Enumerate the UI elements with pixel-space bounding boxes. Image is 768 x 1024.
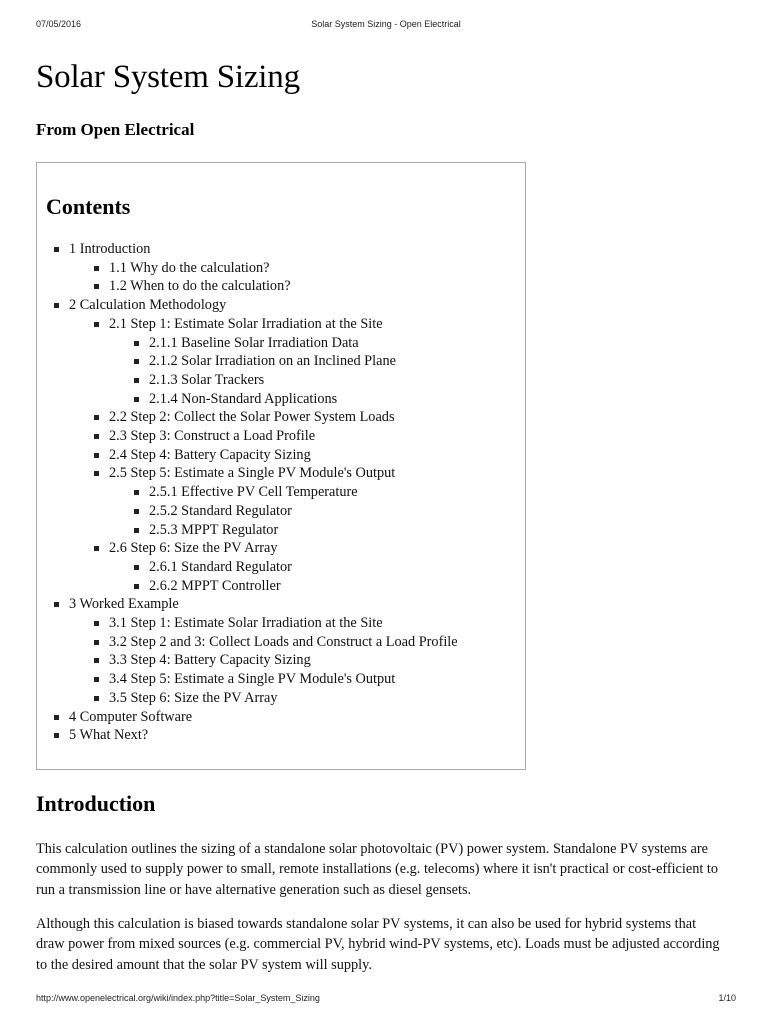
toc-item[interactable]	[149, 577, 458, 596]
toc-link[interactable]: 2.1.2 Solar Irradiation on an Inclined Plane	[149, 353, 396, 370]
toc-link[interactable]: 2.5.1 Effective PV Cell Temperature	[149, 484, 358, 501]
print-page-number: 1/10	[718, 993, 736, 1003]
toc-item[interactable]	[109, 446, 458, 465]
toc-item[interactable]	[69, 296, 458, 595]
toc-link[interactable]: 2.1 Step 1: Estimate Solar Irradiation at the Site	[109, 315, 383, 332]
toc-link[interactable]: 3.4 Step 5: Estimate a Single PV Module's Output	[109, 671, 396, 688]
toc-link[interactable]: 3.3 Step 4: Battery Capacity Sizing	[109, 652, 311, 669]
toc-link[interactable]: 2.6 Step 6: Size the PV Array	[109, 540, 278, 557]
toc-link[interactable]: 5 What Next?	[69, 727, 149, 744]
toc-item[interactable]	[109, 408, 458, 427]
intro-paragraph: This calculation outlines the sizing of a standalone solar photovoltaic (PV) power system. Standalone PV systems are commonly used to supply power to small, remote installations (e.g. telecoms) where it isn't practical or cost-efficient to run a transmission line or have alternative generation such as diesel gensets.	[36, 841, 719, 898]
toc-item[interactable]	[109, 427, 458, 446]
toc-item[interactable]	[69, 726, 458, 745]
toc-sublist	[109, 334, 458, 409]
print-doc-title: Solar System Sizing - Open Electrical	[311, 19, 461, 29]
toc-link[interactable]: 2.5.3 MPPT Regulator	[149, 521, 279, 538]
toc-item[interactable]	[109, 614, 458, 633]
print-url: http://www.openelectrical.org/wiki/index.php?title=Solar_System_Sizing	[36, 993, 320, 1003]
toc-sublist	[69, 259, 458, 296]
toc-item[interactable]	[109, 315, 458, 409]
site-subtitle: From Open Electrical	[36, 120, 195, 139]
toc-item[interactable]	[149, 558, 458, 577]
toc-item[interactable]	[149, 352, 458, 371]
toc-link[interactable]: 2.6.1 Standard Regulator	[149, 558, 292, 575]
toc-link[interactable]: 1.2 When to do the calculation?	[109, 278, 291, 295]
toc-item[interactable]	[109, 464, 458, 539]
print-header	[36, 19, 736, 31]
toc-sublist	[69, 614, 458, 708]
toc-item[interactable]	[149, 502, 458, 521]
toc-item[interactable]	[109, 633, 458, 652]
toc-item[interactable]	[69, 595, 458, 707]
table-of-contents	[36, 162, 526, 770]
toc-item[interactable]	[69, 708, 458, 727]
toc-item[interactable]	[149, 334, 458, 353]
toc-list	[69, 240, 458, 745]
toc-sublist	[69, 315, 458, 596]
toc-title: Contents	[46, 194, 131, 219]
toc-link[interactable]: 3 Worked Example	[69, 596, 179, 613]
toc-link[interactable]: 2.1.3 Solar Trackers	[149, 371, 265, 388]
toc-link[interactable]: 2.5.2 Standard Regulator	[149, 502, 292, 519]
toc-link[interactable]: 1.1 Why do the calculation?	[109, 259, 270, 276]
toc-sublist	[109, 483, 458, 539]
toc-item[interactable]	[149, 390, 458, 409]
toc-link[interactable]: 2 Calculation Methodology	[69, 297, 227, 314]
toc-link[interactable]: 2.5 Step 5: Estimate a Single PV Module's Output	[109, 465, 396, 482]
page-title: Solar System Sizing	[36, 59, 300, 95]
intro-paragraph: Although this calculation is biased towards standalone solar PV systems, it can also be used for hybrid systems that draw power from mixed sources (e.g. commercial PV, hybrid wind-PV systems, etc). Loads must be adjusted according to the desired amount that the solar PV system will supply.	[36, 916, 720, 973]
toc-link[interactable]: 4 Computer Software	[69, 708, 193, 725]
toc-sublist	[109, 558, 458, 595]
toc-item[interactable]	[109, 277, 458, 296]
toc-link[interactable]: 2.4 Step 4: Battery Capacity Sizing	[109, 446, 311, 463]
toc-item[interactable]	[109, 689, 458, 708]
toc-link[interactable]: 2.1.1 Baseline Solar Irradiation Data	[149, 334, 359, 351]
print-date: 07/05/2016	[36, 19, 82, 29]
toc-item[interactable]	[69, 240, 458, 296]
toc-item[interactable]	[109, 539, 458, 595]
toc-link[interactable]: 3.1 Step 1: Estimate Solar Irradiation at the Site	[109, 615, 383, 632]
toc-link[interactable]: 2.2 Step 2: Collect the Solar Power System Loads	[109, 409, 395, 426]
toc-link[interactable]: 2.3 Step 3: Construct a Load Profile	[109, 428, 316, 445]
toc-item[interactable]	[149, 483, 458, 502]
toc-item[interactable]	[109, 259, 458, 278]
print-footer	[36, 993, 736, 1005]
toc-item[interactable]	[109, 670, 458, 689]
toc-item[interactable]	[109, 651, 458, 670]
toc-link[interactable]: 3.2 Step 2 and 3: Collect Loads and Construct a Load Profile	[109, 633, 458, 650]
toc-link[interactable]: 1 Introduction	[69, 241, 151, 257]
toc-link[interactable]: 2.6.2 MPPT Controller	[149, 577, 281, 594]
toc-item[interactable]	[149, 521, 458, 540]
toc-link[interactable]: 3.5 Step 6: Size the PV Array	[109, 689, 278, 706]
toc-link[interactable]: 2.1.4 Non-Standard Applications	[149, 390, 338, 407]
toc-item[interactable]	[149, 371, 458, 390]
section-heading-introduction: Introduction	[36, 791, 156, 816]
